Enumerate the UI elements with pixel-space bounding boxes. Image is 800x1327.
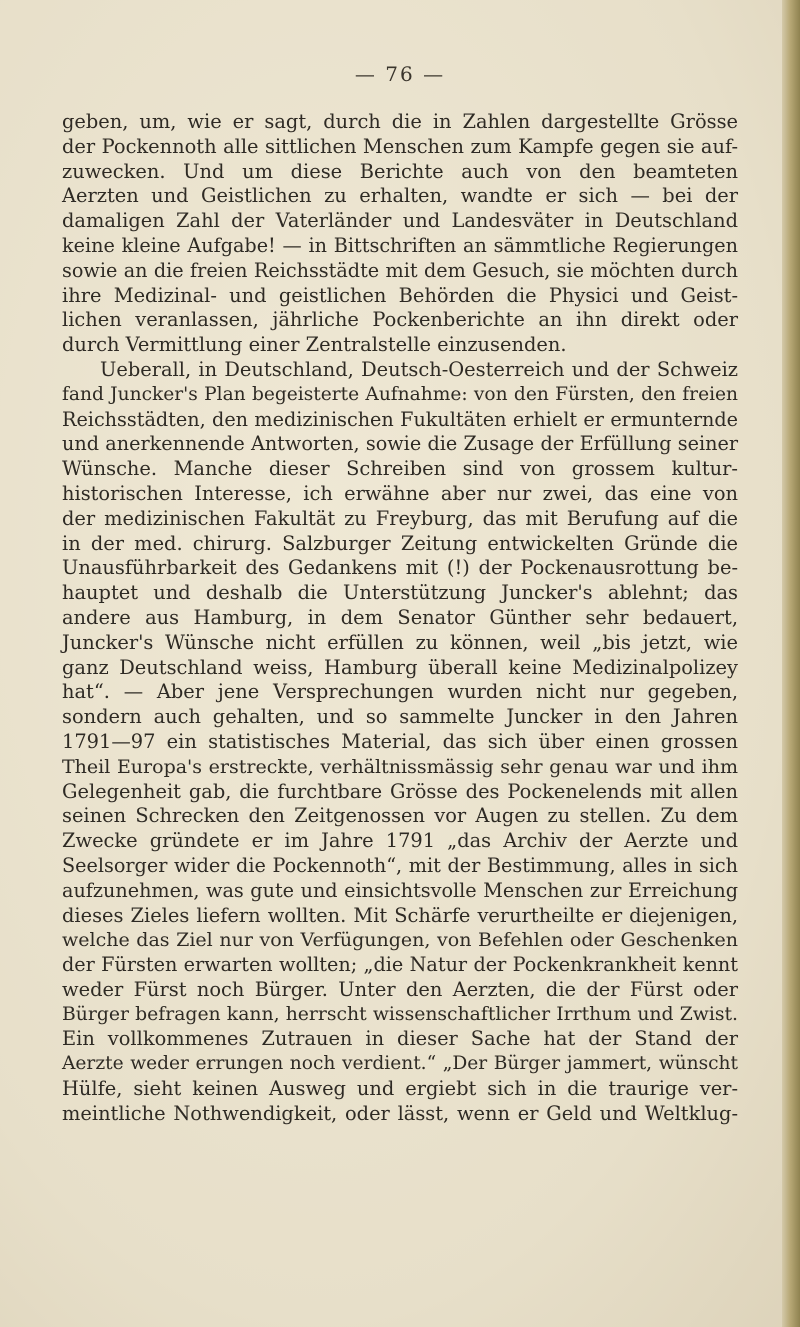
text-line: der Fürsten erwarten wollten; „die Natur der Pockenkrankheit kennt xyxy=(62,953,738,977)
text-line: Wünsche. Manche dieser Schreiben sind von grossem kultur- xyxy=(62,457,738,481)
text-line: durch Vermittlung einer Zentralstelle einzusenden. xyxy=(62,333,567,357)
text-line: Seelsorger wider die Pockennoth“, mit der Bestimmung, alles in sich xyxy=(62,853,738,877)
text-line: keine kleine Aufgabe! — in Bittschriften an sämmtliche Regierungen xyxy=(62,233,738,257)
text-line: der medizinischen Fakultät zu Freyburg, das mit Berufung auf die xyxy=(62,506,738,530)
text-line: damaligen Zahl der Vaterländer und Landesväter in Deutschland xyxy=(62,209,738,233)
text-line: seinen Schrecken den Zeitgenossen vor Augen zu stellen. Zu dem xyxy=(62,804,738,828)
text-line: geben, um, wie er sagt, durch die in Zahlen dargestellte Grösse xyxy=(62,110,738,133)
text-line: zuwecken. Und um diese Berichte auch von den beamteten xyxy=(62,159,738,183)
text-line: Ueberall, in Deutschland, Deutsch-Oesterreich und der Schweiz xyxy=(100,357,738,381)
text-line: dieses Zieles liefern wollten. Mit Schärfe verurtheilte er diejenigen, xyxy=(62,903,738,927)
text-line: und anerkennende Antworten, sowie die Zusage der Erfüllung seiner xyxy=(62,432,738,456)
text-line: ganz Deutschland weiss, Hamburg überall keine Medizinalpolizey xyxy=(62,655,738,679)
text-line: Bürger befragen kann, herrscht wissenschaftlicher Irrthum und Zwist. xyxy=(62,1003,738,1025)
text-line: sowie an die freien Reichsstädte mit dem Gesuch, sie möchten durch xyxy=(62,258,738,282)
text-line: Hülfe, sieht keinen Ausweg und ergiebt sich in die traurige ver- xyxy=(62,1077,738,1101)
text-line: weder Fürst noch Bürger. Unter den Aerzten, die der Fürst oder xyxy=(62,977,738,1001)
text-line: Theil Europa's erstreckte, verhältnissmässig sehr genau war und ihm xyxy=(62,755,738,778)
text-line: Aerzte weder errungen noch verdient.“ „Der Bürger jammert, wünscht xyxy=(62,1053,738,1075)
page-binding-edge xyxy=(782,0,800,1327)
body-text xyxy=(62,110,738,1127)
text-line: Gelegenheit gab, die furchtbare Grösse des Pockenelends mit allen xyxy=(62,779,738,803)
text-line: sondern auch gehalten, und so sammelte Juncker in den Jahren xyxy=(62,705,738,729)
text-line: andere aus Hamburg, in dem Senator Günther sehr bedauert, xyxy=(62,605,738,629)
text-line: Zwecke gründete er im Jahre 1791 „das Archiv der Aerzte und xyxy=(62,829,738,853)
text-line: meintliche Nothwendigkeit, oder lässt, wenn er Geld und Weltklug- xyxy=(62,1101,738,1125)
text-line: 1791—97 ein statistisches Material, das sich über einen grossen xyxy=(62,729,738,753)
page-number: — 76 — xyxy=(354,62,446,86)
text-line: Juncker's Wünsche nicht erfüllen zu können, weil „bis jetzt, wie xyxy=(62,630,738,654)
text-line: der Pockennoth alle sittlichen Menschen zum Kampfe gegen sie auf- xyxy=(62,134,738,158)
text-line: Reichsstädten, den medizinischen Fukultäten erhielt er ermunternde xyxy=(62,407,738,431)
text-line: fand Juncker's Plan begeisterte Aufnahme: von den Fürsten, den freien xyxy=(62,383,738,405)
text-line: hat“. — Aber jene Versprechungen wurden nicht nur gegeben, xyxy=(62,680,738,704)
text-line: in der med. chirurg. Salzburger Zeitung entwickelten Gründe die xyxy=(62,531,738,555)
paragraph-2 xyxy=(62,358,738,1127)
text-line: Aerzten und Geistlichen zu erhalten, wandte er sich — bei der xyxy=(62,184,738,208)
text-line: lichen veranlassen, jährliche Pockenberichte an ihn direkt oder xyxy=(62,308,738,332)
text-line: aufzunehmen, was gute und einsichtsvolle Menschen zur Erreichung xyxy=(62,878,738,902)
text-line: Ein vollkommenes Zutrauen in dieser Sache hat der Stand der xyxy=(62,1027,738,1051)
paragraph-1 xyxy=(62,110,738,358)
text-line: hauptet und deshalb die Unterstützung Juncker's ablehnt; das xyxy=(62,581,738,605)
text-line: ihre Medizinal- und geistlichen Behörden die Physici und Geist- xyxy=(62,283,738,307)
text-line: welche das Ziel nur von Verfügungen, von Befehlen oder Geschenken xyxy=(62,929,738,952)
text-line: historischen Interesse, ich erwähne aber nur zwei, das eine von xyxy=(62,481,738,505)
text-line: Unausführbarkeit des Gedankens mit (!) der Pockenausrottung be- xyxy=(62,556,738,580)
